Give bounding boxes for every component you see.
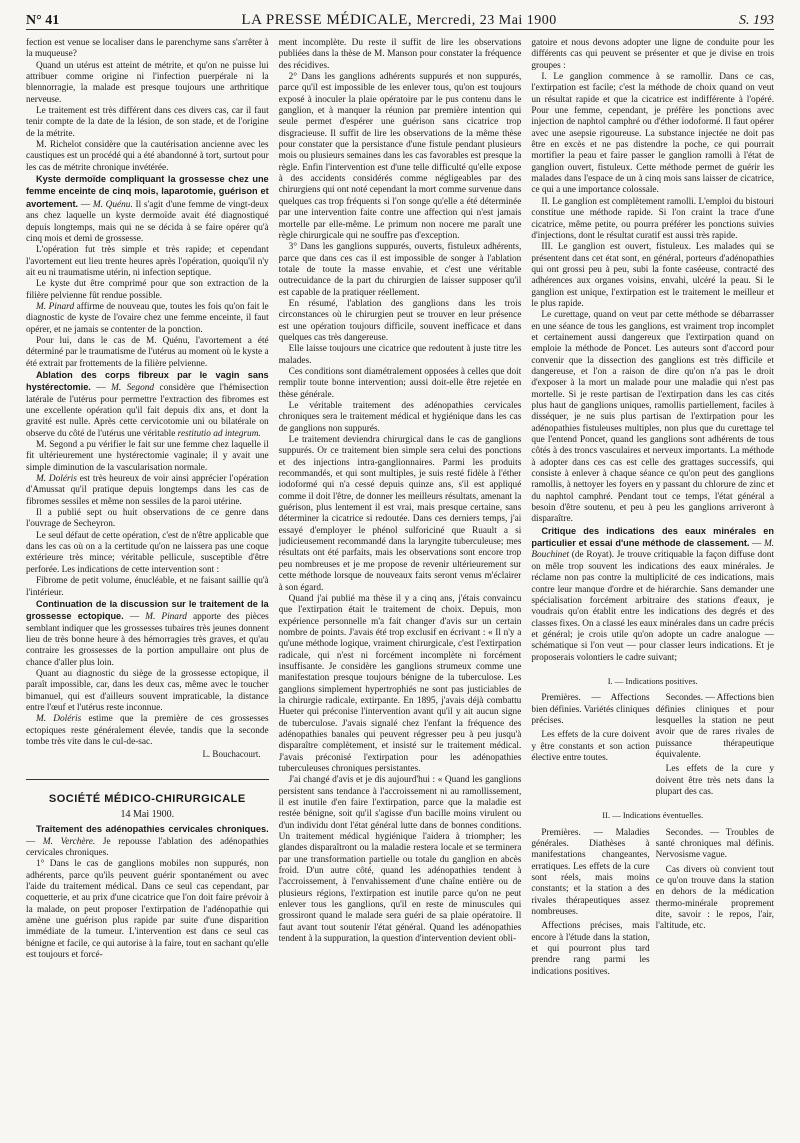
paragraph-text: estime que la première de ces grossesses ectopiques reste généralement élevée, tandis que la seconde tombe très vite dans le cul-de-sac. — [26, 714, 269, 747]
right-cell — [656, 693, 774, 798]
column-2 — [279, 38, 522, 1130]
paragraph: Fibrome de petit volume, énucléable, et ne faisant saillie qu'à l'intérieur. — [26, 576, 269, 598]
indications-eventual-heading: II. — Indications éventuelles. — [602, 810, 704, 821]
section-heading: Ablation des corps fibreux par le vagin sans hystérectomie. — [26, 369, 269, 393]
left-cell — [531, 828, 649, 978]
section-paragraph: Traitement des adénopathies cervicales chroniques. — M. Verchère. Je repousse l'ablation des adénopathies cervicales chroniques. — [26, 824, 269, 859]
section-paragraph: Continuation de la discussion sur le traitement de la grossesse ectopique. — M. Pinard apporte des pièces semblant indiquer que les grossesses tubaires très jeunes donnent lieu de très bonne heure à des hémorragies très graves, et qu'au contraire les grossesses de la portion ampullaire ont plus de chance d'aller plus loin. — [26, 598, 269, 668]
author: M. Pinard — [36, 301, 75, 312]
journal-title: LA PRESSE MÉDICALE, — [241, 12, 413, 28]
paragraph-text: Je repousse l'ablation des adénopathies cervicales chroniques. — [26, 836, 269, 859]
masthead — [241, 12, 556, 29]
divider — [26, 779, 269, 780]
author: M. Quénu. — [92, 199, 133, 210]
cell-text: Secondes. — Troubles de santé chroniques mal définis. Nervosisme vague. — [655, 827, 774, 861]
author: M. Doléris — [36, 474, 77, 485]
paragraph: 1° Dans le cas de ganglions mobiles non suppurés, non adhérents, parce qu'ils peuvent guérir spontanément ou avec l'aide du traitement médical. Dans ce seul cas cependant, par coquetterie, et au prix d'une cicatrice que l'on doit faire prévoir à la malade, on peut proposer l'extirpation de l'adénopathie qui amène une guérison plus rapide par suite d'une disparition immédiate de la tumeur. L'intervention est dans ce seul cas bénigne et facile, ce qui autorise à la faire, tout en sachant qu'elle est toujours et forcé- — [26, 859, 269, 961]
section-heading: Traitement des adénopathies cervicales chroniques. — [36, 824, 269, 835]
paragraph — [26, 474, 269, 508]
section-paragraph: Ablation des corps fibreux par le vagin sans hystérectomie. — M. Segond considère que l'hémisection latérale de l'utérus pour permettre l'extraction des fibromes est une excellente opération qu'il fait depuis dix ans, et dont la gravité est nulle. Après cette cervicotomie uni ou bilatérale on observe du côté de l'utérus une véritable restitutio ad integrum. — [26, 369, 269, 439]
paragraph: Quand j'ai publié ma thèse il y a cinq ans, j'étais convaincu que l'extirpation était le traitement de choix. Depuis, mon expérience personnelle m'a fait changer d'avis sur un certain nombre de points. J'avais été trop exclusif en écrivant : « Il n'y a qu'une méthode logique, vraiment chirurgicale, c'est l'extirpation radicale, qui n'est ni forcément incomplète ni forcément insuffisante. Je considère les ganglions strumeux comme une manifestation presque toujours bénigne de la tuberculose. Les ganglions simplement hypertrophiés ne sont pas justiciables de la chirurgie radicale, extirpante. En 1895, j'avais déjà combattu Hueter qui préconise l'intervention avant qu'il y ait aucun signe de tuberculose. J'avais signalé chez l'enfant la fréquence des adénopathies banales qui peuvent régresser peu à peu jusqu'à disparaître complètement, et insisté sur le traitement médical. J'avais préconisé l'extirpation pour les adénopathies tuberculeuses chroniques persistantes. — [278, 593, 522, 774]
paragraph: En résumé, l'ablation des ganglions dans les trois circonstances où le chirurgien peut se trouver en leur présence est une opération toujours difficile, souvent inefficace et dans quelques cas très dangereuse. — [278, 298, 522, 343]
cell-text: Les effets de la cure y doivent être très nets dans la plupart des cas. — [655, 764, 774, 797]
section-heading: Continuation de la discussion sur le traitement de la grossesse ectopique. — [26, 598, 269, 622]
section-paragraph: Kyste dermoïde compliquant la grossesse chez une femme enceinte de cinq mois, laparotomie, guérison et avortement. — M. Quénu. Il s'agit d'une femme de vingt-deux ans chez laquelle un kyste dermoïde avait été diagnostiqué depuis longtemps, mais qui ne se décida à se faire opérer qu'à cinq mois et demi de grossesse. — [26, 174, 269, 244]
indications-positive-heading: I. — Indications positives. — [607, 675, 698, 686]
paragraph: Quant au diagnostic du siège de la grossesse ectopique, il paraît impossible, car, dans les deux cas, même avec le toucher bimanuel, qui est d'ailleurs souvent impraticable, la distance entre l'œuf et l'utérus reste inconnue. — [26, 668, 269, 713]
paragraph: Pour lui, dans le cas de M. Quénu, l'avortement a été déterminé par le traumatisme de l'utérus au moment où le kyste a été extrait par frottements de la filière pelvienne. — [26, 335, 269, 369]
paragraph: Ces conditions sont diamétralement opposées à celles que doit remplir toute bonne intervention; aussi doit-elle être rejetée en thèse générale. — [278, 366, 522, 400]
paragraph-text: est très heureux de voir ainsi apprécier l'opération d'Amussat qu'il pratique depuis longtemps dans les cas de fibromes sessiles et même non sessiles de la paroi utérine. — [26, 474, 269, 507]
paragraph: L'opération fut très simple et très rapide; et cependant l'avortement eut lieu trente heures après l'opération, quoiqu'il n'y ait eu ni traumatisme utérin, ni infection septique. — [26, 245, 269, 278]
paragraph: II. Le ganglion est complètement ramolli. L'emploi du bistouri constitue une méthode rapide. Si l'on craint la trace d'une cicatrice, même petite, ou pourra préférer les ponctions suivies d'injections, dont le résultat curatif est aussi très rapide. — [531, 196, 775, 241]
left-cell — [531, 693, 649, 798]
page-header — [26, 0, 774, 30]
author-place: (de Royat). — [571, 550, 615, 561]
indications-positive-table — [531, 693, 774, 798]
paragraph: 3° Dans les ganglions suppurés, ouverts, fistuleux adhérents, parce que dans ces cas il est impossible de songer à l'ablation totale de toute la masse envahie, et c'est une véritable outrecuidance de la part du chirurgien de laisser supposer qu'il est capable de la pratiquer réellement. — [278, 242, 522, 298]
society-date: 14 Mai 1900. — [120, 809, 175, 820]
paragraph-text: Il s'agit d'une femme de vingt-deux ans chez laquelle un kyste dermoïde avait été diagnostiqué depuis longtemps, mais qui ne se décida à se faire opérer qu'à cinq mois et demi de grossesse. — [26, 199, 269, 244]
cell-text: Affections précises, mais encore à l'étude dans la station, et qui pourront plus tard prendre rang parmi les indications positives. — [531, 921, 650, 977]
paragraph: Le traitement deviendra chirurgical dans le cas de ganglions suppurés. Or ce traitement bien simple sera celui des ponctions et des injections intra-ganglionnaires. Parmi les produits recommandés, et qui sont multiples, je suis resté fidèle à l'éther iodoformé qui n'a cessé depuis quinze ans, s'il est appliqué comme il doit l'être, de donner les meilleurs résultats, amenant la guérison, plus lentement il est vrai, mais presque certaine, sans déterminer la cicatrice si redoutée. Dans ces derniers temps, j'ai essayé d'employer le phénol sulforiciné que Ruault a si judicieusement recommandé dans la laryngite tuberculeuse; mes résultats ont été parfaits, mais les observations sont encore trop peu nombreuses et je me propose de revenir ultérieurement sur cette méthode lorsque de nouveaux faits seront venus m'éclairer à son égard. — [278, 435, 522, 593]
issue-number: N° 41 — [26, 13, 60, 28]
section-heading: Kyste dermoïde compliquant la grossesse chez une femme enceinte de cinq mois, laparotomie, guérison et avortement. — [26, 174, 269, 209]
paragraph: I. Le ganglion commence à se ramollir. Dans ce cas, l'extirpation est facile; c'est la méthode de choix quand on veut un résultat rapide et que la cicatrice est indifférente à l'opéré. Pour une femme, cependant, je préfère les ponctions avec injection de naphtol camphré ou d'éther iodoformé. Il faut opérer avec une asepsie rigoureuse. La substance injectée ne doit pas être en excès et ne pas distendre la poche, ce qui pourrait mortifier la peau et faire passer le ganglion ramolli à l'état de ganglion ouvert, fistuleux. Cette méthode permet de guérir les malades dans l'espace de un à cinq mois sans laisser de cicatrice, ce qui a une importance colossale. — [531, 72, 775, 196]
paragraph: gatoire et nous devons adopter une ligne de conduite pour les différents cas qui peuvent se présenter et que je divise en trois groupes : — [531, 38, 775, 71]
author: M. Doléris — [36, 714, 82, 725]
paragraph: 2° Dans les ganglions adhérents suppurés et non suppurés, parce qu'il est impossible de les enlever tous, qu'on est toujours exposé à inoculer la plaie opératoire par le pus contenu dans le ganglion, et à manquer la réunion par première intention qui seule permet d'espérer une guérison sans cicatrice trop disgracieuse. Il suffit de lire les observations de la même thèse pour constater que la persistance d'une fistule pendant plusieurs mois ou plusieurs semaines dans les cas favorables est presque la règle. Enfin l'intervention est d'une telle difficulté qu'elle expose à des accidents considérés comme négligeables par des chirurgiens qui ont noté cependant la mort comme survenue dans quelques cas trop fréquents si l'on songe qu'elle a été déterminée par une intervention faite contre une affection qui n'est jamais mortelle par elle-même. Le primum non nocere me paraît une règle chirurgicale qui ne souffre pas d'exception. — [278, 72, 522, 241]
paragraph-text: Je trouve critiquable la façon diffuse dont on mêle trop souvent les indications des eaux minérales. Je réclame non pas contre la multiplicité de ces indications, mais contre leur manque d'ordre et de hiérarchie. Sans demander une spécialisation forcément arbitraire des stations d'eaux, je voudrais qu'on établit entre les indications des degrés et des classes fixes. On a classé les eaux minérales dans un cadre précis et général; je crois utile qu'on adopte un cadre analogue — schématique si l'on veut — pour classer leurs indications. Et je proposerais volontiers le cadre suivant; — [531, 550, 775, 663]
paragraph: Le curettage, quand on veut par cette méthode se débarrasser en une séance de tous les ganglions, est vraiment trop incomplet et certainement aussi dangereux que l'extirpation quand on emploie la méthode de Poncet. Les auteurs sont d'accord pour convenir que la dissection des ganglions est très difficile et dangereuse, et l'on a raison de dire qu'on n'a pas le droit d'exposer à la mort un malade pour une maladie qui n'est pas mortelle. Si je reste partisan de l'extirpation dans les cas cités plus haut de ganglions uniques, ramollis partiellement, faciles à disséquer, je ne suis plus partisan de l'extirpation pour les adénopathies fistuleuses multiples, non plus que du curettage tel que l'entend Poncet, quand les ganglions sont adhérents de tous côtés à des troncs vasculaires et nerveux importants. La méthode à adopter dans ces cas est celle des grattages successifs, qui consiste à enlever à chaque séance ce qu'on peut des ganglions ramollis, à nettoyer les foyers en y passant du chlorure de zinc et du naphtol camphré. Pendant tout ce temps, l'état général a besoin d'être soutenu, et peu à peu les ganglions arriveront à disparaître. — [531, 310, 775, 525]
latin-phrase: restitutio ad integrum. — [177, 428, 261, 439]
author: M. Bouchinet — [531, 539, 775, 561]
right-cell — [656, 828, 774, 978]
paragraph: Le traitement est très différent dans ces divers cas, car il faut tenir compte de la date de la lésion, de son stade, et de l'origine de la métrite. — [26, 106, 269, 139]
author: M. Segond — [111, 383, 155, 394]
column-1 — [26, 38, 269, 1130]
section-paragraph: Critique des indications des eaux minérales en particulier et essai d'une méthode de classement. — M. Bouchinet (de Royat). Je trouve critiquable la façon diffuse dont on mêle trop souvent les indications des eaux minérales. Je réclame non pas contre la multiplicité de ces indications, mais contre leur manque d'ordre et de hiérarchie. Sans demander une spécialisation forcément arbitraire des stations d'eaux, je voudrais qu'on établit entre les indications des degrés et des classes fixes. On a classé les eaux minérales dans un cadre précis et général; je crois utile qu'on adopte un cadre analogue — schématique si l'on veut — pour classer leurs indications. Et je proposerais volontiers le cadre suivant; — [531, 525, 775, 663]
paragraph: Quand un utérus est atteint de métrite, et qu'on ne puisse lui attribuer comme origine ni l'infection puerpérale ni la blennorragie, la malade est presque toujours une arthritique nerveuse. — [26, 60, 269, 105]
paragraph-text: affirme de nouveau que, toutes les fois qu'on fait le diagnostic de kyste de l'ovaire chez une femme enceinte, il faut opérer, et ne jamais se contenter de la ponction. — [26, 301, 269, 335]
paragraph-text: apporte des pièces semblant indiquer que les grossesses tubaires très jeunes donnent lieu de très bonne heure à des hémorragies très graves, et qu'au contraire les grossesses de la portion ampullaire ont plus de chance d'aller plus loin. — [26, 612, 269, 668]
paragraph: Le kyste dut être comprimé pour que son extraction de la filière pelvienne fût rendue possible. — [26, 279, 269, 301]
cell-text: Les effets de la cure doivent y être constants et son action élective entre toutes. — [531, 730, 650, 763]
paragraph: Il a publié sept ou huit observations de ce genre dans l'ouvrage de Secheyron. — [26, 508, 269, 530]
paragraph: Elle laisse toujours une cicatrice que redoutent à juste titre les malades. — [278, 344, 522, 366]
paragraph: III. Le ganglion est ouvert, fistuleux. Les malades qui se présentent dans cet état sont, en général, porteurs d'adénopathies qui ont grossi peu à peu, subi la fonte caséeuse, contracté des adhérences aux organes voisins, envahi, ulcéré la peau. Si le ganglion est unique, l'extirpation est le traitement le meilleur et le plus rapide. — [531, 242, 775, 309]
paragraph — [26, 302, 269, 336]
author: M. Verchère. — [42, 836, 96, 847]
author: M. Pinard — [145, 612, 187, 623]
society-title: SOCIÉTÉ MÉDICO-CHIRURGICALE — [48, 792, 246, 805]
paragraph: J'ai changé d'avis et je dis aujourd'hui : « Quand les ganglions persistent sans tendance à l'accroissement ni au ramollissement, il est inutile d'en faire l'extirpation, parce que la maladie est restée bénigne, soit qu'il s'agisse d'un bacille moins virulent ou d'un individu dont l'état général lutte dans de bonnes conditions. Un traitement médical hygiénique l'aidera à triompher; les glandes disparaîtront ou la maladie restera locale et se terminera par une transformation partielle ou totale du ganglion en abcès froid. D'un autre côté, quand les adénopathies tendent à l'accroissement, à l'envahissement d'une chaîne entière ou de plusieurs régions, l'extirpation est inutile parce qu'on ne peut enlever tous les ganglions, qu'il en reste de minuscules qui grossiront quand le malade sera guéri de sa plaie opératoire. Il faut avant tout soutenir l'état général. Quand les adénopathies tendent à la suppuration, la question d'intervention devient obli- — [278, 775, 522, 945]
cell-text: Premières. — Affections bien définies. Variétés cliniques précises. — [531, 693, 650, 726]
indications-eventual-table — [531, 828, 774, 978]
paragraph: ment incomplète. Du reste il suffit de lire les observations publiées dans la thèse de M. Manson pour constater la fréquence des récidives. — [278, 38, 522, 71]
column-3 — [531, 38, 774, 1130]
issue-date: Mercredi, 23 Mai 1900 — [416, 13, 557, 28]
cell-text: Cas divers où convient tout ce qu'on trouve dans la station en dehors de la médication thermo-minérale proprement dite, savoir : le repos, l'air, l'altitude, etc. — [655, 864, 774, 932]
paragraph: Le seul défaut de cette opération, c'est de n'être applicable que dans les cas où on a la certitude qu'on ne laissera pas une coque extérieure très mince; véritable pellicule, susceptible d'être perforée. Les indications de cette intervention sont : — [26, 530, 269, 575]
cell-text: Secondes. — Affections bien définies cliniques et pour lesquelles la station ne peut avoir que de rares rivales de puissance thérapeutique équivalente. — [655, 693, 774, 760]
signature: L. Bouchacourt. — [202, 749, 261, 760]
page-number: S. 193 — [739, 13, 774, 28]
text-columns — [26, 38, 774, 1130]
paragraph: Le véritable traitement des adénopathies cervicales chroniques sera le traitement médical et hygiénique dans les cas de ganglions non suppurés. — [278, 401, 522, 434]
paragraph: M. Richelot considère que la cautérisation ancienne avec les caustiques est un procédé qui a été abandonné à tort, surtout pour les cas de métrite chronique invétérée. — [26, 140, 269, 173]
section-heading: Critique des indications des eaux minérales en particulier et essai d'une méthode de classement. — [531, 525, 775, 549]
paragraph: M. Segond a pu vérifier le fait sur une femme chez laquelle il fit ultérieurement une hystérectomie vaginale; il y avait une simple diminution de la vascularisation normale. — [26, 440, 269, 473]
paragraph-text: considère que l'hémisection latérale de l'utérus pour permettre l'extraction des fibromes est une excellente opération qu'il fait depuis dix ans, et dont la gravité est nulle. Après cette cervicotomie uni ou bilatérale on observe du côté de l'utérus une véritable — [26, 383, 269, 439]
paragraph — [26, 714, 269, 748]
cell-text: Premières. — Maladies générales. Diathèses à manifestations changeantes, erratiques. Les effets de la cure sont réels, mais moins constants; et la station a des rivales thérapeutiques assez nombreuses. — [531, 827, 650, 918]
paragraph: fection est venue se localiser dans le parenchyme sans s'arrêter à la muqueuse? — [26, 38, 269, 60]
